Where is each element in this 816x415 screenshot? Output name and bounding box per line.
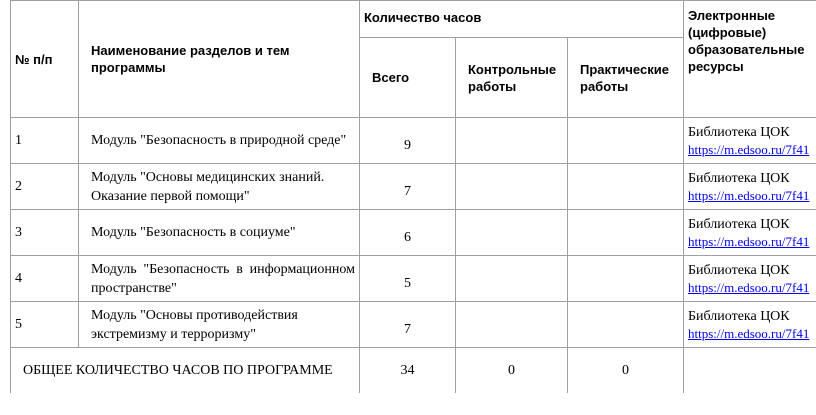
header-practical: Практические работы [568, 38, 684, 118]
resource-label: Библиотека ЦОК [688, 170, 790, 186]
table-row [11, 118, 816, 164]
row-name: Модуль "Безопасность в информационном пространстве" [79, 256, 360, 302]
row-control [456, 210, 568, 256]
row-num: 4 [11, 256, 79, 302]
summary-resources [684, 348, 816, 394]
row-practical [568, 256, 684, 302]
header-resources: Электронные (цифровые) образовательные ресурсы [684, 1, 816, 118]
row-resources [684, 118, 816, 164]
resource-link[interactable]: https://m.edsoo.ru/7f41 [688, 187, 810, 203]
resource-label: Библиотека ЦОК [688, 262, 790, 278]
row-name: Модуль "Безопасность в природной среде" [79, 118, 360, 164]
row-num: 5 [11, 302, 79, 348]
row-num: 2 [11, 164, 79, 210]
header-hours: Количество часов [360, 1, 684, 38]
row-resources [684, 164, 816, 210]
resource-link[interactable]: https://m.edsoo.ru/7f41 [688, 141, 810, 157]
row-name: Модуль "Основы медицинских знаний. Оказание первой помощи" [79, 164, 360, 210]
summary-label: ОБЩЕЕ КОЛИЧЕСТВО ЧАСОВ ПО ПРОГРАММЕ [11, 348, 360, 394]
row-num: 3 [11, 210, 79, 256]
table-row [11, 164, 816, 210]
row-control [456, 118, 568, 164]
resource-link[interactable]: https://m.edsoo.ru/7f41 [688, 279, 810, 295]
resource-label: Библиотека ЦОК [688, 216, 790, 232]
header-num: № п/п [11, 1, 79, 118]
table-row [11, 256, 816, 302]
row-total: 7 [360, 302, 456, 348]
row-total: 9 [360, 118, 456, 164]
row-total: 5 [360, 256, 456, 302]
header-control: Контрольные работы [456, 38, 568, 118]
row-total: 7 [360, 164, 456, 210]
resource-link[interactable]: https://m.edsoo.ru/7f41 [688, 325, 810, 341]
table-row [11, 210, 816, 256]
row-control [456, 164, 568, 210]
row-practical [568, 210, 684, 256]
row-practical [568, 302, 684, 348]
header-total: Всего [360, 38, 456, 118]
summary-total: 34 [360, 348, 456, 394]
row-name: Модуль "Безопасность в социуме" [79, 210, 360, 256]
resource-label: Библиотека ЦОК [688, 308, 790, 324]
row-num: 1 [11, 118, 79, 164]
row-resources [684, 256, 816, 302]
row-name: Модуль "Основы противодействия экстремизму и терроризму" [79, 302, 360, 348]
row-control [456, 256, 568, 302]
row-practical [568, 118, 684, 164]
summary-row [11, 348, 816, 394]
row-practical [568, 164, 684, 210]
table-row [11, 302, 816, 348]
row-resources [684, 302, 816, 348]
curriculum-table-container [10, 0, 816, 393]
resource-link[interactable]: https://m.edsoo.ru/7f41 [688, 233, 810, 249]
row-total: 6 [360, 210, 456, 256]
curriculum-table [10, 0, 816, 393]
row-control [456, 302, 568, 348]
summary-practical: 0 [568, 348, 684, 394]
row-resources [684, 210, 816, 256]
resource-label: Библиотека ЦОК [688, 124, 790, 140]
header-name: Наименование разделов и тем программы [79, 1, 360, 118]
summary-control: 0 [456, 348, 568, 394]
header-row-top [11, 1, 816, 38]
